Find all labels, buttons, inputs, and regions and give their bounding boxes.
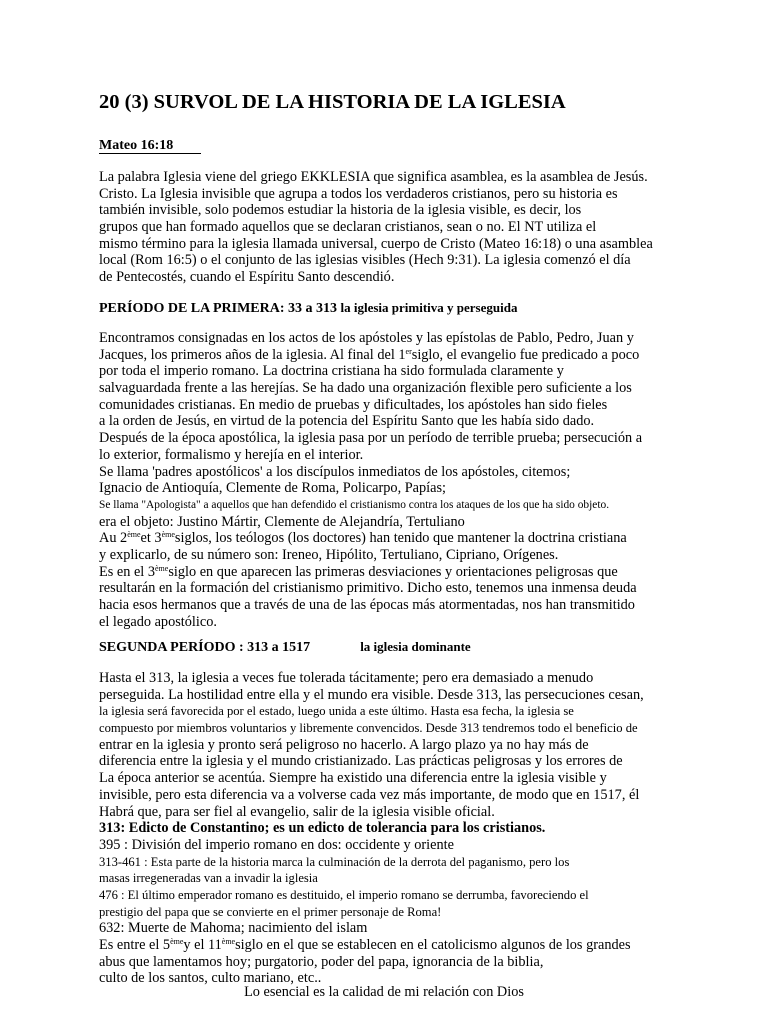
text-run: siglo en que aparecen las primeras desviaciones y orientaciones peligrosas que [168,563,618,580]
body-line: entrar en la iglesia y pronto será peligroso no hacerlo. A largo plazo ya no hay más de [99,736,589,753]
body-line: La época anterior se acentúa. Siempre ha existido una diferencia entre la iglesia visible y [99,770,607,787]
text-run: y el 11 [183,937,222,953]
edict-line: 313: Edicto de Constantino; es un edicto de tolerancia para los cristianos. [99,820,546,837]
body-line: compuesto por miembros voluntarios y libremente convencidos. Desde 313 tendremos todo el beneficio de [99,721,638,736]
intro-line: local (Rom 16:5) o el conjunto de las iglesias visibles (Hech 9:31). La iglesia comenzó el día [99,252,631,269]
period2-body [99,670,699,987]
intro-line: mismo término para la iglesia llamada universal, cuerpo de Cristo (Mateo 16:18) o una asamblea [99,235,653,252]
body-line: diferencia entre la iglesia y el mundo cristianizado. Las prácticas peligrosas y los errores de [99,753,623,770]
body-line: 313-461 : Esta parte de la historia marca la culminación de la derrota del paganismo, pero los [99,854,570,869]
period2-heading-row [99,638,699,656]
scripture-reference [99,138,201,154]
body-line: Se llama "Apologista" a aquellos que han defendido el cristianismo contra los ataques de los que ha sido objeto. [99,498,610,511]
period1-body [99,330,699,630]
page-footer: Lo esencial es la calidad de mi relación con Dios [244,984,524,1000]
intro-line: La palabra Iglesia viene del griego EKKLESIA que significa asamblea, es la asamblea de Jesús. [99,169,648,185]
text-run: Jacques, los primeros años de la iglesia. Al final del 1 [99,346,406,363]
body-line: 476 : El último emperador romano es destituido, el imperio romano se derrumba, favoreciendo el [99,887,589,902]
body-line: resultarán en la formación del cristianismo primitivo. Dicho esto, tenemos una inmensa deuda [99,580,637,597]
body-line: Habrá que, para ser fiel al evangelio, salir de la iglesia visible oficial. [99,803,495,820]
text-run: Es entre el 5 [99,937,171,953]
body-line: Se llama 'padres apostólicos' a los discípulos inmediatos de los apóstoles, citemos; [99,463,571,480]
body-line: 632: Muerte de Mahoma; nacimiento del islam [99,920,368,937]
superscript: er [405,346,412,356]
body-line: salvaguardada frente a las herejías. Se ha dado una organización flexible pero suficiente a los [99,380,632,397]
body-line: prestigio del papa que se convierte en el primer personaje de Roma! [99,904,442,919]
text-run: siglo, el evangelio fue predicado a poco [411,346,640,363]
period1-heading [99,299,699,317]
body-line: invisible, pero esta diferencia va a volverse cada vez más importante, de modo que en 1517, él [99,786,640,803]
text-run: Es en el 3 [99,563,155,580]
body-line [99,347,699,364]
period2-heading-text: SEGUNDA PERÍODO : 313 a 1517 [99,640,311,655]
period2-heading [99,638,699,656]
body-line: hacia esos hermanos que a través de una de las épocas más atormentadas, nos han transmitido [99,597,635,613]
body-line: masas irregeneradas van a invadir la iglesia [99,871,318,886]
body-line: 395 : División del imperio romano en dos: occidente y oriente [99,836,454,853]
page-title: 20 (3) SURVOL DE LA HISTORIA DE LA IGLESIA [99,91,566,113]
text-run: Au 2 [99,530,128,547]
superscript: ème [127,530,141,540]
body-line: el legado apostólico. [99,613,217,630]
reference-text: Mateo 16:18 [99,138,201,154]
body-line [99,564,699,581]
intro-paragraph [99,169,699,286]
text-run: siglos, los teólogos (los doctores) han tenido que mantener la doctrina cristiana [174,530,627,547]
period1-heading-row [99,299,699,317]
body-line: la iglesia será favorecida por el estado, luego unida a este último. Hasta esa fecha, la iglesia se [99,704,574,719]
intro-line: de Pentecostés, cuando el Espíritu Santo descendió. [99,269,395,286]
body-line [99,530,699,547]
superscript: ème [154,563,169,573]
body-line [99,937,699,954]
body-line: comunidades cristianas. En medio de pruebas y dificultades, los apóstoles han sido fieles [99,396,608,413]
body-line: Encontramos consignadas en los actos de los apóstoles y las epístolas de Pablo, Pedro, Juan y [99,330,634,346]
body-line: abus que lamentamos hoy; purgatorio, poder del papa, ignorancia de la biblia, [99,953,544,970]
body-line: perseguida. La hostilidad entre ella y el mundo era visible. Desde 313, las persecuciones cesan, [99,686,644,703]
body-line: lo exterior, formalismo y herejía en el interior. [99,446,364,463]
text-run: et 3 [140,530,162,547]
period1-heading-text: PERÍODO DE LA PRIMERA: 33 a 313 [99,301,338,316]
period1-subtitle: la iglesia primitiva y perseguida [340,300,518,315]
body-line: culto de los santos, culto mariano, etc.. [99,970,322,987]
body-line: Ignacio de Antioquía, Clemente de Roma, Policarpo, Papías; [99,480,447,497]
intro-line: también invisible, solo podemos estudiar la historia de la iglesia visible, es decir, los [99,202,582,219]
superscript: ème [221,937,236,946]
intro-line: grupos que han formado aquellos que se declaran cristianos, sean o no. El NT utiliza el [99,219,597,236]
body-line: Después de la época apostólica, la iglesia pasa por un período de terrible prueba; persecución a [99,430,643,447]
body-line: era el objeto: Justino Mártir, Clemente de Alejandría, Tertuliano [99,513,465,530]
superscript: ème [170,937,184,946]
intro-line: Cristo. La Iglesia invisible que agrupa a todos los verdaderos cristianos, pero su historia es [99,185,618,202]
text-run: siglo en el que se establecen en el catolicismo algunos de los grandes [235,937,631,953]
period2-subtitle: la iglesia dominante [360,639,471,654]
superscript: ème [161,530,175,540]
body-line: por toda el imperio romano. La doctrina cristiana ha sido formulada claramente y [99,363,564,380]
body-line: a la orden de Jesús, en virtud de la potencia del Espíritu Santo que les había sido dado. [99,413,595,430]
body-line: y explicarlo, de su número son: Ireneo, Hipólito, Tertuliano, Cipriano, Orígenes. [99,546,559,563]
body-line: Hasta el 313, la iglesia a veces fue tolerada tácitamente; pero era demasiado a menudo [99,670,594,686]
